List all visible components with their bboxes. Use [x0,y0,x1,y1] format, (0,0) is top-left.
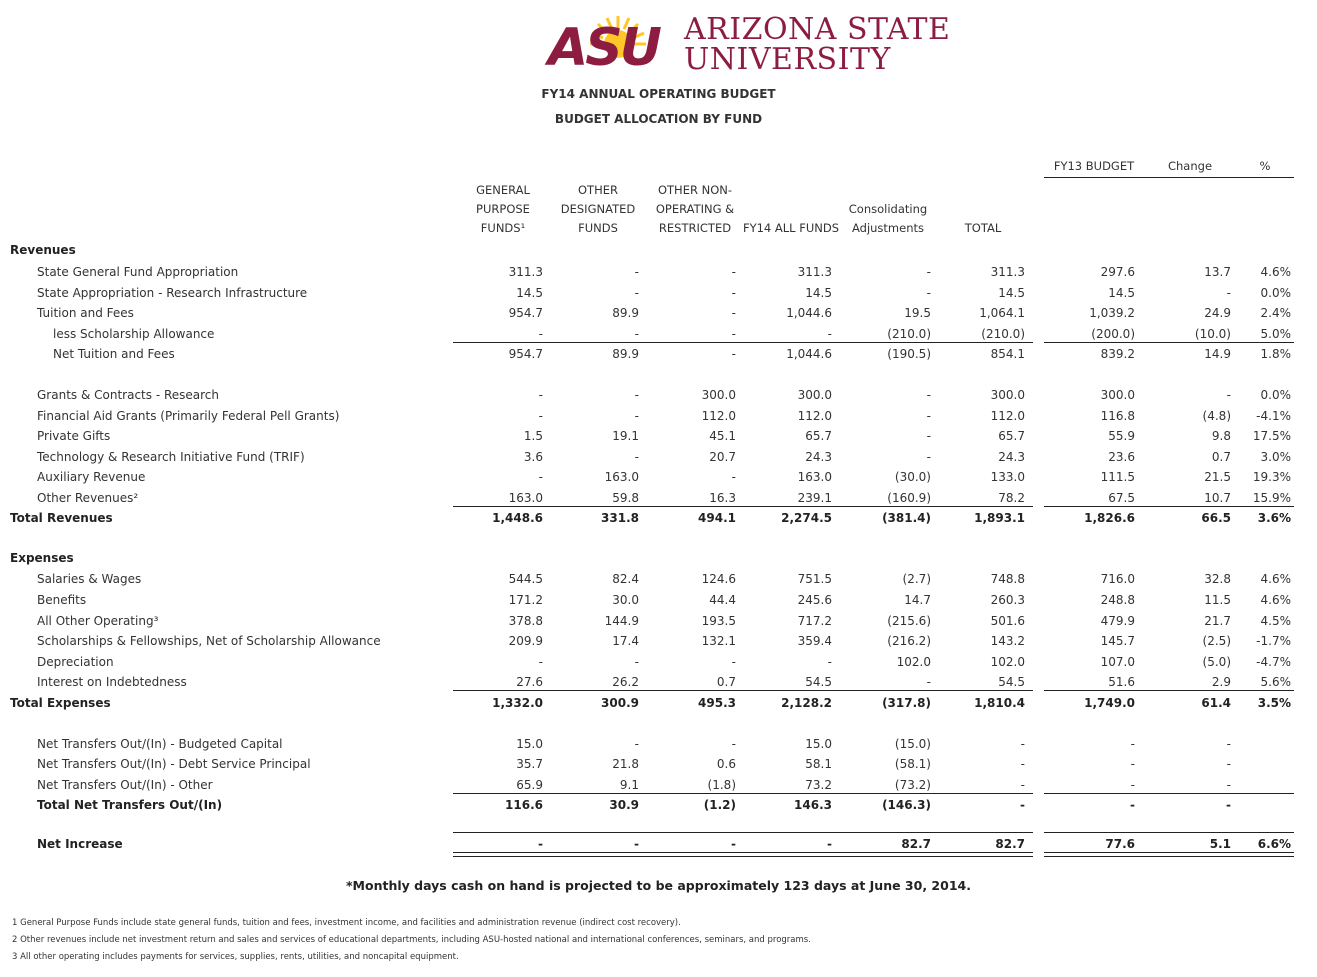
cell-col-1: 1,332.0 [492,696,543,710]
cell-col-3: - [731,306,736,320]
cell-col-2: 163.0 [604,470,639,484]
cell-col-4: 2,274.5 [781,511,832,525]
cell-col-3: - [731,837,736,851]
cell-col-1: 1.5 [523,429,543,443]
cell-col-6: 260.3 [990,593,1025,607]
row-label: Technology & Research Initiative Fund (TRIF) [37,450,305,464]
cell-col-7: 67.5 [1108,491,1135,505]
cell-col-7: 1,749.0 [1084,696,1135,710]
cell-col-7: 716.0 [1100,572,1135,586]
cell-col-5: (317.8) [882,696,931,710]
cell-col-4: - [827,837,832,851]
cell-col-4: 146.3 [794,798,832,812]
asu-logo [548,12,951,78]
cell-col-1: 954.7 [508,306,543,320]
table-row [0,448,1317,468]
cell-col-6: - [1020,757,1025,771]
cell-col-5: (210.0) [887,327,931,341]
cell-col-6: 501.6 [990,614,1025,628]
table-row [0,263,1317,283]
cell-col-8: - [1226,757,1231,771]
cell-col-4: 717.2 [797,614,832,628]
column-header-c2-line-3: FUNDS [578,221,618,235]
cell-col-5: (30.0) [894,470,931,484]
column-header-c1-line-3: FUNDS¹ [480,221,526,235]
cell-col-6: 1,810.4 [974,696,1025,710]
cell-col-9: 5.6% [1260,675,1291,689]
row-label: State Appropriation - Research Infrastructure [37,286,308,300]
cell-col-8: - [1226,778,1231,792]
cell-col-9: 3.0% [1260,450,1291,464]
cell-col-5: - [926,265,931,279]
cell-col-9: 4.6% [1260,593,1291,607]
rule-net-tuition-left [453,342,1033,343]
cell-col-4: 54.5 [805,675,832,689]
cell-col-8: - [1226,737,1231,751]
cell-col-7: 77.6 [1105,837,1135,851]
cell-col-2: 89.9 [612,306,639,320]
cell-col-2: 144.9 [604,614,639,628]
cell-col-9: -4.7% [1256,655,1291,669]
column-header-c9-line-1: % [1259,159,1271,173]
row-label: less Scholarship Allowance [53,327,215,341]
row-label: Grants & Contracts - Research [37,388,220,402]
cell-col-2: 59.8 [612,491,639,505]
cell-col-6: 102.0 [990,655,1025,669]
cell-col-7: 116.8 [1100,409,1135,423]
cell-col-5: (215.6) [887,614,931,628]
cell-col-4: 300.0 [797,388,832,402]
cell-col-7: 1,039.2 [1089,306,1135,320]
cell-col-7: 297.6 [1100,265,1135,279]
row-label: All Other Operating³ [37,614,159,628]
cell-col-4: 1,044.6 [786,306,832,320]
column-header-c7-line-1: FY13 BUDGET [1053,159,1135,173]
cell-col-6: 1,893.1 [974,511,1025,525]
row-label: Scholarships & Fellowships, Net of Scholarship Allowance [37,634,381,648]
cell-col-8: 14.9 [1204,347,1231,361]
row-label: State General Fund Appropriation [37,265,239,279]
cell-col-9: 17.5% [1252,429,1291,443]
cell-col-3: - [731,347,736,361]
cell-col-5: 82.7 [901,837,931,851]
cell-col-4: 751.5 [797,572,832,586]
rule-total-expenses-left [453,690,1033,691]
cell-col-7: 479.9 [1100,614,1135,628]
table-row [0,570,1317,590]
cell-col-6: 112.0 [990,409,1025,423]
cell-col-5: - [926,409,931,423]
cell-col-4: 163.0 [797,470,832,484]
cell-col-3: 132.1 [701,634,736,648]
cell-col-1: 311.3 [508,265,543,279]
cell-col-3: 193.5 [701,614,736,628]
cell-col-2: 30.0 [612,593,639,607]
cell-col-8: 9.8 [1211,429,1231,443]
table-row [0,427,1317,447]
cell-col-3: 0.6 [716,757,736,771]
cell-col-7: 111.5 [1100,470,1135,484]
cell-col-8: 5.1 [1209,837,1231,851]
cell-col-1: - [538,470,543,484]
cell-col-3: - [731,655,736,669]
cell-col-9: 4.6% [1260,265,1291,279]
table-row [0,591,1317,611]
cell-col-5: (146.3) [882,798,931,812]
cell-col-7: 839.2 [1100,347,1135,361]
cell-col-9: 0.0% [1260,388,1291,402]
cell-col-5: (15.0) [894,737,931,751]
cell-col-3: (1.8) [707,778,736,792]
row-label: Total Net Transfers Out/(In) [37,798,223,812]
cell-col-1: 27.6 [516,675,543,689]
row-label: Net Tuition and Fees [53,347,175,361]
cell-col-3: - [731,737,736,751]
cell-col-5: - [926,450,931,464]
cell-col-9: 5.0% [1260,327,1291,341]
cell-col-3: 16.3 [709,491,736,505]
table-row [0,653,1317,673]
cell-col-4: 65.7 [805,429,832,443]
footnote-3: 3 All other operating includes payments for services, supplies, rents, utilities, and noncapital equipment. [12,952,459,962]
logo-line-2: UNIVERSITY [684,42,891,77]
cell-col-2: 331.8 [601,511,639,525]
column-header-c3-line-2: OPERATING & [655,202,735,216]
cell-col-7: - [1130,757,1135,771]
cell-col-7: 51.6 [1108,675,1135,689]
cell-col-2: - [634,327,639,341]
cell-col-6: 300.0 [990,388,1025,402]
table-row [0,386,1317,406]
column-header-c3-line-3: RESTRICTED [658,221,732,235]
cell-col-5: 102.0 [896,655,931,669]
cell-col-7: 300.0 [1100,388,1135,402]
section-expenses: Expenses [10,551,74,565]
cell-col-7: - [1130,798,1135,812]
cell-col-8: 11.5 [1204,593,1231,607]
cell-col-8: (10.0) [1194,327,1231,341]
cell-col-1: - [538,388,543,402]
cell-col-9: 0.0% [1260,286,1291,300]
cell-col-2: - [634,388,639,402]
table-row [0,612,1317,632]
cell-col-2: 300.9 [601,696,639,710]
cell-col-1: 15.0 [516,737,543,751]
cell-col-1: 544.5 [508,572,543,586]
row-label: Benefits [37,593,87,607]
rule-transfers-left [453,793,1033,794]
rule-net-increase-top-left [453,832,1033,833]
cell-col-5: (190.5) [887,347,931,361]
cell-col-6: 311.3 [990,265,1025,279]
cell-col-6: 748.8 [990,572,1025,586]
cell-col-8: 21.5 [1204,470,1231,484]
rule-net-increase-bottom-left [453,852,1033,857]
cell-col-6: 82.7 [995,837,1025,851]
footnote-1: 1 General Purpose Funds include state general funds, tuition and fees, investment income, and facilities and administration revenue (indirect cost recovery). [12,918,681,928]
column-header-c6-line-1: TOTAL [964,221,1002,235]
cell-col-1: 14.5 [516,286,543,300]
row-label: Private Gifts [37,429,111,443]
cell-col-5: (160.9) [887,491,931,505]
cell-col-8: 66.5 [1201,511,1231,525]
table-row [0,632,1317,652]
table-row [0,735,1317,755]
cell-col-8: (2.5) [1202,634,1231,648]
cell-col-7: - [1130,737,1135,751]
cell-col-8: 2.9 [1211,675,1231,689]
cell-col-5: - [926,388,931,402]
cell-col-4: 1,044.6 [786,347,832,361]
row-label: Net Transfers Out/(In) - Other [37,778,213,792]
cell-col-6: 133.0 [990,470,1025,484]
cell-col-6: - [1020,798,1025,812]
cell-col-2: 21.8 [612,757,639,771]
table-row [0,796,1317,816]
cell-col-2: 26.2 [612,675,639,689]
cell-col-9: 15.9% [1252,491,1291,505]
table-row [0,407,1317,427]
cell-col-3: (1.2) [703,798,736,812]
cell-col-5: - [926,675,931,689]
cell-col-9: 3.5% [1257,696,1291,710]
column-header-c1-line-2: PURPOSE [476,202,530,216]
row-label: Net Transfers Out/(In) - Debt Service Principal [37,757,311,771]
rule-net-increase-bottom-right [1044,852,1294,857]
column-header-c4-line-1: FY14 ALL FUNDS [742,221,840,235]
table-row [0,284,1317,304]
cell-col-3: 300.0 [701,388,736,402]
cell-col-7: (200.0) [1091,327,1135,341]
cell-col-8: 0.7 [1211,450,1231,464]
cell-col-4: - [827,327,832,341]
cell-col-5: - [926,286,931,300]
cell-col-8: (4.8) [1202,409,1231,423]
cell-col-3: 45.1 [709,429,736,443]
cell-col-6: 24.3 [998,450,1025,464]
cell-col-8: 24.9 [1204,306,1231,320]
cell-col-1: - [538,837,543,851]
rule-net-tuition-right [1044,342,1294,343]
page-title: FY14 ANNUAL OPERATING BUDGET [541,87,776,101]
cell-col-2: 89.9 [612,347,639,361]
cell-col-5: 19.5 [904,306,931,320]
cell-col-4: 112.0 [797,409,832,423]
cell-col-4: 311.3 [797,265,832,279]
cell-col-1: 163.0 [508,491,543,505]
cell-col-9: -4.1% [1256,409,1291,423]
cell-col-4: 15.0 [805,737,832,751]
cell-col-1: 209.9 [508,634,543,648]
cell-col-3: 20.7 [709,450,736,464]
cell-col-9: 4.6% [1260,572,1291,586]
column-header-c5-line-1: Consolidating [848,202,928,216]
cell-col-1: 171.2 [508,593,543,607]
row-label: Interest on Indebtedness [37,675,187,689]
cell-col-3: - [731,265,736,279]
cell-col-8: 10.7 [1204,491,1231,505]
table-row [0,304,1317,324]
cell-col-4: 245.6 [797,593,832,607]
asu-logo-mark: ASU [548,18,659,78]
rule-total-expenses-right [1044,690,1294,691]
cell-col-6: (210.0) [981,327,1025,341]
column-header-c8-line-1: Change [1167,159,1213,173]
cell-col-1: 116.6 [505,798,543,812]
cell-col-8: (5.0) [1202,655,1231,669]
cell-col-2: 82.4 [612,572,639,586]
cell-col-2: - [634,286,639,300]
cell-col-8: - [1226,798,1231,812]
cell-col-6: 78.2 [998,491,1025,505]
cell-col-6: - [1020,778,1025,792]
cell-col-9: 6.6% [1257,837,1291,851]
cell-col-6: 14.5 [998,286,1025,300]
rule-net-increase-top-right [1044,832,1294,833]
rule-total-revenues-right [1044,506,1294,507]
row-label: Financial Aid Grants (Primarily Federal Pell Grants) [37,409,340,423]
cell-col-8: - [1226,388,1231,402]
cell-col-2: 19.1 [612,429,639,443]
rule-total-revenues-left [453,506,1033,507]
footnote-2: 2 Other revenues include net investment return and sales and services of educational departments, including ASU-hosted national and international conferences, seminars, and programs. [12,935,811,945]
cell-col-8: 61.4 [1201,696,1231,710]
cell-col-2: 17.4 [612,634,639,648]
cell-col-9: -1.7% [1256,634,1291,648]
column-header-c5-line-2: Adjustments [851,221,924,235]
cell-col-4: - [827,655,832,669]
cash-on-hand-note: *Monthly days cash on hand is projected to be approximately 123 days at June 30, 2014. [346,878,971,893]
cell-col-9: 1.8% [1260,347,1291,361]
row-label: Other Revenues² [37,491,139,505]
column-header-c2-line-1: OTHER [578,183,618,197]
cell-col-7: 23.6 [1108,450,1135,464]
column-header-c1-line-1: GENERAL [476,183,530,197]
cell-col-8: 21.7 [1204,614,1231,628]
cell-col-2: - [634,655,639,669]
cell-col-3: 44.4 [709,593,736,607]
cell-col-2: - [634,265,639,279]
cell-col-1: - [538,409,543,423]
section-revenues: Revenues [10,243,76,257]
cell-col-5: (216.2) [887,634,931,648]
cell-col-1: 65.9 [516,778,543,792]
cell-col-1: 378.8 [508,614,543,628]
cell-col-7: 1,826.6 [1084,511,1135,525]
row-label: Depreciation [37,655,114,669]
cell-col-6: 854.1 [990,347,1025,361]
column-header-c2-line-2: DESIGNATED [560,202,636,216]
page-subtitle: BUDGET ALLOCATION BY FUND [554,112,763,126]
cell-col-1: 35.7 [516,757,543,771]
cell-col-8: 13.7 [1204,265,1231,279]
row-label: Total Revenues [10,511,113,525]
cell-col-3: 494.1 [698,511,736,525]
rule-fy13-header [1044,177,1294,178]
table-row [0,345,1317,365]
cell-col-4: 58.1 [805,757,832,771]
row-label: Net Increase [37,837,123,851]
cell-col-4: 24.3 [805,450,832,464]
cell-col-2: - [634,737,639,751]
cell-col-2: 30.9 [609,798,639,812]
cell-col-1: 3.6 [523,450,543,464]
table-row [0,509,1317,529]
cell-col-5: 14.7 [904,593,931,607]
cell-col-7: 55.9 [1108,429,1135,443]
cell-col-2: - [634,837,639,851]
cell-col-9: 2.4% [1260,306,1291,320]
cell-col-2: - [634,450,639,464]
cell-col-1: 1,448.6 [492,511,543,525]
cell-col-4: 2,128.2 [781,696,832,710]
cell-col-8: - [1226,286,1231,300]
logo-line-1: ARIZONA STATE [684,12,951,47]
cell-col-4: 73.2 [805,778,832,792]
row-label: Total Expenses [10,696,111,710]
cell-col-6: 1,064.1 [979,306,1025,320]
rule-transfers-right [1044,793,1294,794]
cell-col-3: 124.6 [701,572,736,586]
cell-col-7: 14.5 [1108,286,1135,300]
cell-col-4: 359.4 [797,634,832,648]
cell-col-9: 19.3% [1252,470,1291,484]
cell-col-3: - [731,327,736,341]
cell-col-5: (73.2) [894,778,931,792]
cell-col-7: 107.0 [1100,655,1135,669]
row-label: Auxiliary Revenue [37,470,146,484]
row-label: Salaries & Wages [37,572,142,586]
cell-col-4: 239.1 [797,491,832,505]
cell-col-2: - [634,409,639,423]
cell-col-7: - [1130,778,1135,792]
cell-col-6: 143.2 [990,634,1025,648]
row-label: Net Transfers Out/(In) - Budgeted Capital [37,737,283,751]
cell-col-3: 112.0 [701,409,736,423]
cell-col-6: 65.7 [998,429,1025,443]
cell-col-1: - [538,655,543,669]
cell-col-2: 9.1 [619,778,639,792]
cell-col-6: - [1020,737,1025,751]
table-row [0,468,1317,488]
cell-col-9: 4.5% [1260,614,1291,628]
cell-col-1: 954.7 [508,347,543,361]
cell-col-5: (2.7) [902,572,931,586]
cell-col-3: 0.7 [716,675,736,689]
cell-col-3: 495.3 [698,696,736,710]
cell-col-3: - [731,286,736,300]
cell-col-4: 14.5 [805,286,832,300]
row-label: Tuition and Fees [37,306,134,320]
cell-col-7: 145.7 [1100,634,1135,648]
cell-col-5: (58.1) [894,757,931,771]
cell-col-5: - [926,429,931,443]
table-row [0,694,1317,714]
cell-col-1: - [538,327,543,341]
cell-col-3: - [731,470,736,484]
table-row [0,755,1317,775]
cell-col-8: 32.8 [1204,572,1231,586]
cell-col-7: 248.8 [1100,593,1135,607]
cell-col-9: 3.6% [1257,511,1291,525]
cell-col-6: 54.5 [998,675,1025,689]
column-header-c3-line-1: OTHER NON- [657,183,733,197]
cell-col-5: (381.4) [882,511,931,525]
